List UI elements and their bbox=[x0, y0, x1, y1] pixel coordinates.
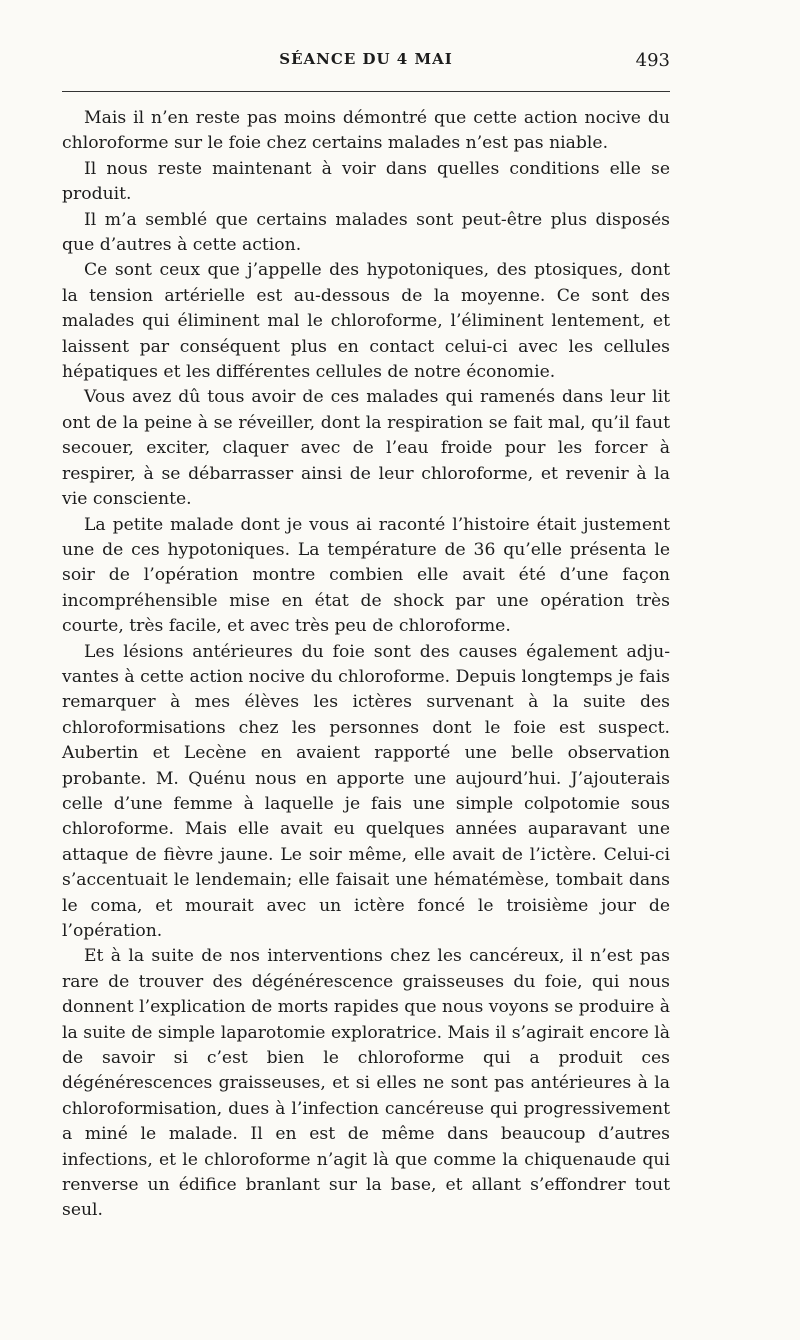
paragraph: Vous avez dû tous avoir de ces malades qui ramenés dans leur lit ont de la peine à se réveiller, dont la respiration se fait mal, qu’il faut secouer, exciter, claquer avec de l’eau froide pour les forcer à respirer, à se débarrasser ainsi de leur chloroforme, et revenir à la vie consciente. bbox=[62, 387, 670, 510]
paragraph: Ce sont ceux que j’appelle des hypotoniques, des ptosiques, dont la tension artérielle est au-dessous de la moyenne. Ce sont des malades qui éliminent mal le chloroforme, l’éliminent lentement, et laissent par conséquent plus en contact celui-ci avec les cellules hépatiques et les différentes cellules de notre économie. bbox=[62, 260, 670, 383]
running-head: SÉANCE DU 4 MAI bbox=[279, 50, 453, 68]
body-text bbox=[62, 106, 670, 1224]
paragraph: Il m’a semblé que certains malades sont peut-être plus disposés que d’autres à cette action. bbox=[62, 209, 670, 256]
header-rule bbox=[62, 91, 670, 92]
paragraph: Il nous reste maintenant à voir dans quelles conditions elle se produit. bbox=[62, 158, 670, 205]
page-number: 493 bbox=[635, 50, 670, 71]
paragraph: Les lésions antérieures du foie sont des causes également adjuvantes à cette action nocive du chloroforme. Depuis longtemps je fais remarquer à mes élèves les ictères survenant à la suite des chloroformisations chez les personnes dont le foie est suspect. Aubertin et Lecène en avaient rapporté une belle observation probante. M. Quénu nous en apporte une aujourd’hui. J’ajouterais celle d’une femme à laquelle je fais une simple colpotomie sous chloroforme. Mais elle avait eu quelques années auparavant une attaque de fièvre jaune. Le soir même, elle avait de l’ictère. Celui-ci s’accentuait le lendemain; elle faisait une hématémèse, tombait dans le coma, et mourait avec un ictère foncé le troisième jour de l’opération. bbox=[62, 641, 670, 941]
paragraph: Et à la suite de nos interventions chez les cancéreux, il n’est pas rare de trouver des dégénérescence graisseuses du foie, qui nous donnent l’explication de morts rapides que nous voyons se produire à la suite de simple laparotomie exploratrice. Mais il s’agirait encore là de savoir si c’est bien le chloroforme qui a produit ces dégénérescences graisseuses, et si elles ne sont pas antérieures à la chloroformisation, dues à l’infection cancéreuse qui progressivement a miné le malade. Il en est de même dans beaucoup d’autres infections, et le chloroforme n’agit là que comme la chiquenaude qui renverse un édifice branlant sur la base, et allant s’effondrer tout seul. bbox=[62, 946, 670, 1221]
page-header bbox=[62, 50, 670, 76]
paragraph: Mais il n’en reste pas moins démontré que cette action nocive du chloroforme sur le foie chez certains malades n’est pas niable. bbox=[62, 108, 670, 154]
paragraph: La petite malade dont je vous ai raconté l’histoire était justement une de ces hypotoniques. La température de 36 qu’elle présenta le soir de l’opération montre combien elle avait été d’une façon incompréhensible mise en état de shock par une opération très courte, très facile, et avec très peu de chloroforme. bbox=[62, 514, 670, 637]
